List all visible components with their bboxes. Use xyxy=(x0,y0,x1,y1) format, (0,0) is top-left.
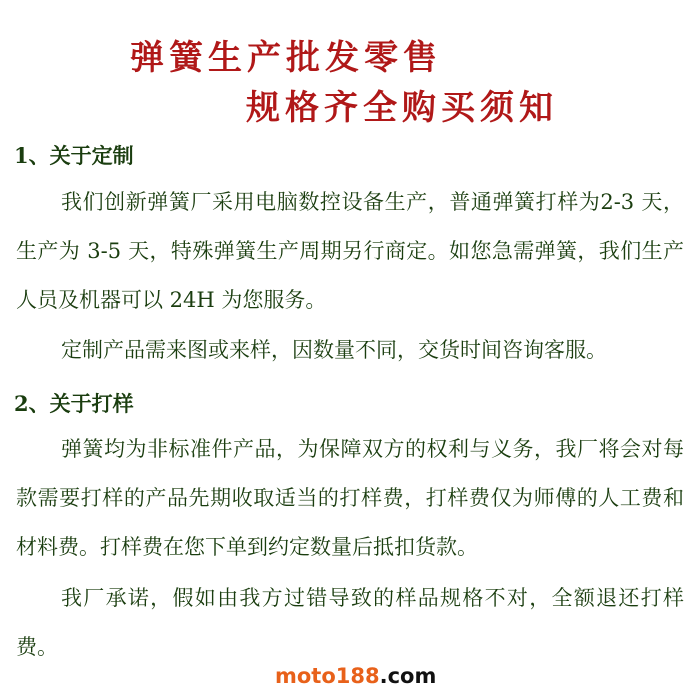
watermark-footer xyxy=(275,664,436,688)
section-heading-sample: 2、关于打样 xyxy=(14,391,134,416)
sample-paragraph-2: 我厂承诺，假如由我方过错导致的样品规格不对，全额退还打样费。 xyxy=(16,586,684,659)
sample-paragraph-1: 弹簧均为非标准件产品，为保障双方的权利与义务，我厂将会对每款需要打样的产品先期收取适当的打样费，打样费仅为师傅的人工费和材料费。打样费在您下单到约定数量后抵扣货款。 xyxy=(16,437,684,559)
title-line-2: 规格齐全购买须知 xyxy=(246,88,558,128)
custom-paragraph-1: 我们创新弹簧厂采用电脑数控设备生产，普通弹簧打样为2-3 天，生产为 3-5 天，特殊弹簧生产周期另行商定。如您急需弹簧，我们生产人员及机器可以 24H 为您服务。 xyxy=(16,190,684,312)
watermark-tld: .com xyxy=(379,664,437,688)
custom-paragraph-2: 定制产品需来图或来样，因数量不同，交货时间咨询客服。 xyxy=(61,338,607,362)
title-line-1: 弹簧生产批发零售 xyxy=(130,38,442,78)
section-heading-custom: 1、关于定制 xyxy=(14,143,134,168)
watermark-domain: moto188 xyxy=(275,664,380,688)
